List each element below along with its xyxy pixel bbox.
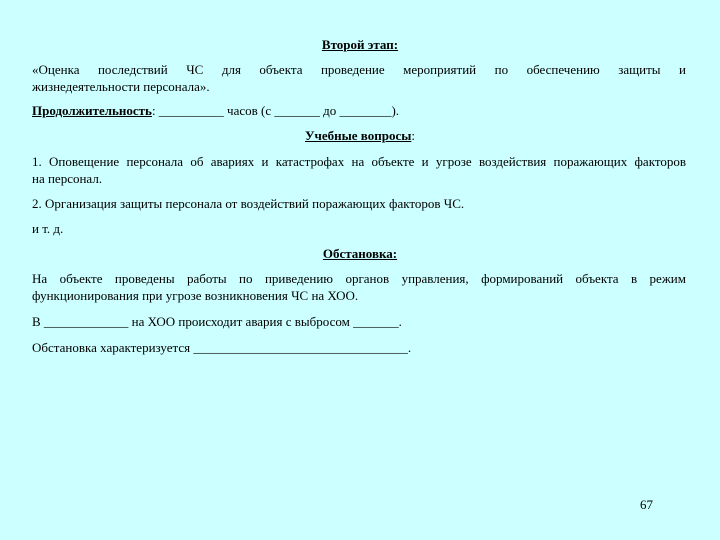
questions-colon: : [411,128,415,143]
duration-line [32,103,399,118]
question-1-line-2: на персонал. [32,171,103,186]
page-number: 67 [640,497,653,512]
questions-title-line [0,128,720,143]
stage-description-line-2: жизнедеятельности персонала». [32,79,210,94]
questions-title: Учебные вопросы [305,128,412,143]
accident-line: В _____________ на ХОО происходит авария с выбросом _______. [32,314,402,329]
question-2: 2. Организация защиты персонала от воздействий поражающих факторов ЧС. [32,196,465,211]
question-1-line-1: 1. Оповещение персонала об авариях и катастрофах на объекте и угрозе воздействия поражающих факторов [32,154,686,169]
duration-label: Продолжительность [32,103,152,118]
situation-line-1: На объекте проведены работы по приведению органов управления, формирований объекта в режим [32,271,686,286]
stage-title: Второй этап: [321,37,399,52]
situation-title: Обстановка: [322,246,398,261]
situation-line-2: функционирования при угрозе возникновения ЧС на ХОО. [32,288,359,303]
characterized-line: Обстановка характеризуется _________________________________. [32,340,412,355]
etc-text: и т. д. [32,221,64,236]
duration-fields: : __________ часов (с _______ до ________). [151,103,400,118]
stage-description-line-1: «Оценка последствий ЧС для объекта проведение мероприятий по обеспечению защиты и [32,62,686,77]
